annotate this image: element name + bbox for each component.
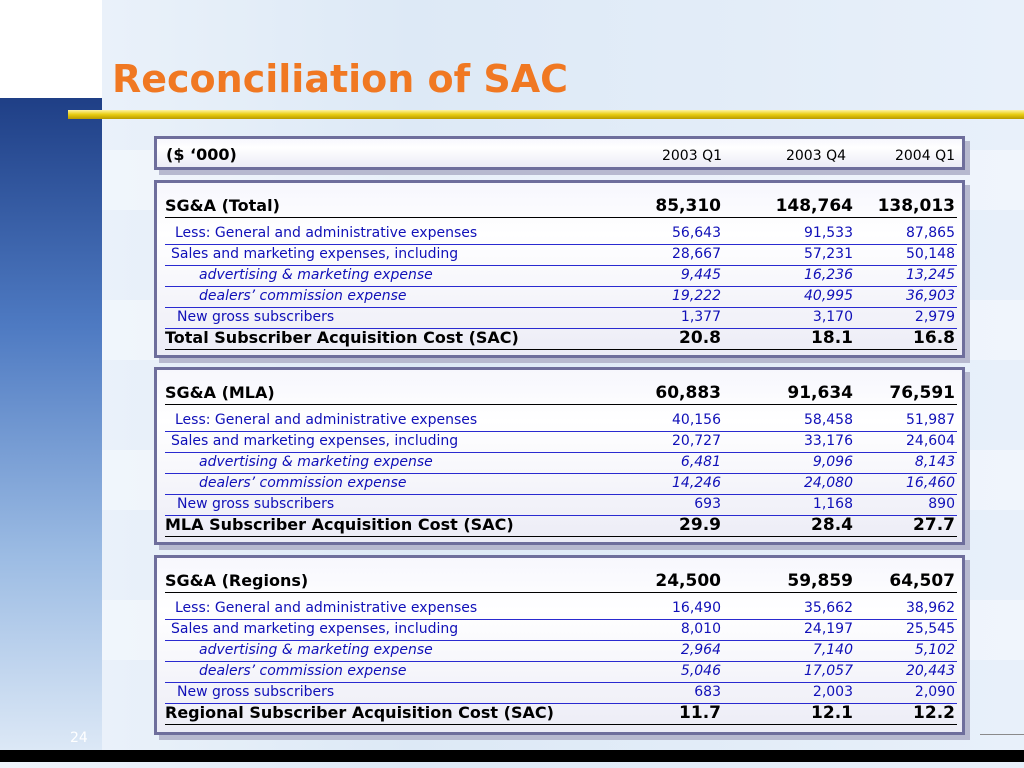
sga-row-label: SG&A (Regions) (165, 571, 309, 590)
sac-total-row-value: 28.4 (811, 515, 853, 535)
gross-subscribers-row-value: 1,168 (812, 496, 853, 512)
gross-subscribers-row-value: 693 (694, 496, 721, 512)
sac-total-row-value: 12.2 (913, 703, 955, 723)
column-header-2003-q4: 2003 Q4 (785, 148, 846, 164)
slide-title: Reconciliation of SAC (112, 57, 569, 101)
sales-marketing-row-value: 33,176 (804, 433, 853, 449)
sac-total-row-value: 29.9 (679, 515, 721, 535)
sales-marketing-row-value: 50,148 (906, 246, 955, 262)
sga-row-label: SG&A (MLA) (165, 383, 275, 402)
sac-total-row (165, 703, 957, 725)
column-header-panel (154, 136, 965, 170)
sga-row-value: 24,500 (655, 571, 721, 591)
sac-total-row (165, 328, 957, 350)
dealers-commission-row-value: 17,057 (804, 663, 853, 679)
dealers-commission-row-label: dealers’ commission expense (199, 288, 407, 304)
dealers-commission-row-value: 5,046 (680, 663, 721, 679)
gross-subscribers-row-value: 3,170 (812, 309, 853, 325)
ga-expense-row-value: 35,662 (804, 600, 853, 616)
sales-marketing-row-value: 8,010 (680, 621, 721, 637)
advertising-row (165, 642, 957, 662)
dealers-commission-row-value: 20,443 (906, 663, 955, 679)
ga-expense-row-value: 91,533 (804, 225, 853, 241)
title-underline-rule (68, 110, 1024, 119)
sac-total-row-label: MLA Subscriber Acquisition Cost (SAC) (165, 515, 514, 534)
sales-marketing-row-label: Sales and marketing expenses, including (171, 246, 459, 262)
advertising-row-label: advertising & marketing expense (199, 267, 433, 283)
sales-marketing-row-value: 57,231 (804, 246, 853, 262)
ga-expense-row-value: 51,987 (906, 412, 955, 428)
advertising-row-value: 13,245 (906, 267, 955, 283)
dealers-commission-row-value: 19,222 (672, 288, 721, 304)
ga-expense-row-value: 87,865 (906, 225, 955, 241)
dealers-commission-row-value: 16,460 (906, 475, 955, 491)
ga-expense-row-value: 56,643 (672, 225, 721, 241)
gross-subscribers-row-value: 2,003 (812, 684, 853, 700)
gross-subscribers-row-label: New gross subscribers (177, 684, 335, 700)
gross-subscribers-row-value: 683 (694, 684, 721, 700)
section-mla (154, 367, 965, 545)
ga-expense-row-value: 16,490 (672, 600, 721, 616)
advertising-row-value: 16,236 (804, 267, 853, 283)
sga-row-value: 85,310 (655, 196, 721, 216)
gross-subscribers-row-value: 890 (928, 496, 955, 512)
sales-marketing-row-label: Sales and marketing expenses, including (171, 433, 459, 449)
footer-line (980, 734, 1024, 735)
dealers-commission-row-value: 24,080 (804, 475, 853, 491)
advertising-row-value: 7,140 (812, 642, 853, 658)
sales-marketing-row (165, 621, 957, 641)
section-total (154, 180, 965, 358)
sales-marketing-row-value: 24,197 (804, 621, 853, 637)
gross-subscribers-row (165, 684, 957, 704)
dealers-commission-row-value: 14,246 (672, 475, 721, 491)
gross-subscribers-row-value: 2,090 (914, 684, 955, 700)
gross-subscribers-row (165, 309, 957, 329)
column-header-2003-q1: 2003 Q1 (661, 148, 722, 164)
ga-expense-row-label: Less: General and administrative expenses (175, 412, 478, 428)
sga-row-value: 91,634 (787, 383, 853, 403)
sga-row (165, 383, 957, 405)
advertising-row (165, 454, 957, 474)
sac-total-row-label: Total Subscriber Acquisition Cost (SAC) (165, 328, 519, 347)
sac-total-row-value: 27.7 (913, 515, 955, 535)
ga-expense-row (165, 225, 957, 245)
ga-expense-row-label: Less: General and administrative expenses (175, 600, 478, 616)
gross-subscribers-row-label: New gross subscribers (177, 309, 335, 325)
sac-total-row-value: 12.1 (811, 703, 853, 723)
advertising-row-value: 9,445 (680, 267, 721, 283)
advertising-row (165, 267, 957, 287)
advertising-row-label: advertising & marketing expense (199, 642, 433, 658)
sga-row-value: 60,883 (655, 383, 721, 403)
column-header-2004-q1: 2004 Q1 (894, 148, 955, 164)
dealers-commission-row (165, 663, 957, 683)
dealers-commission-row-label: dealers’ commission expense (199, 663, 407, 679)
gross-subscribers-row-value: 1,377 (680, 309, 721, 325)
advertising-row-value: 8,143 (914, 454, 955, 470)
section-regions (154, 555, 965, 735)
gross-subscribers-row-value: 2,979 (914, 309, 955, 325)
sales-marketing-row-value: 20,727 (672, 433, 721, 449)
sga-row-label: SG&A (Total) (165, 196, 280, 215)
sac-total-row (165, 515, 957, 537)
gross-subscribers-row (165, 496, 957, 516)
sales-marketing-row-label: Sales and marketing expenses, including (171, 621, 459, 637)
sga-row (165, 196, 957, 218)
ga-expense-row (165, 412, 957, 432)
ga-expense-row-value: 58,458 (804, 412, 853, 428)
advertising-row-value: 5,102 (914, 642, 955, 658)
dealers-commission-row (165, 288, 957, 308)
sga-row-value: 59,859 (787, 571, 853, 591)
left-gradient-bar (0, 98, 102, 750)
dealers-commission-row-value: 36,903 (906, 288, 955, 304)
sac-total-row-value: 18.1 (811, 328, 853, 348)
ga-expense-row-value: 40,156 (672, 412, 721, 428)
page-number: 24 (70, 730, 88, 746)
sga-row-value: 138,013 (877, 196, 955, 216)
gross-subscribers-row-label: New gross subscribers (177, 496, 335, 512)
sales-marketing-row-value: 24,604 (906, 433, 955, 449)
unit-label: ($ ‘000) (166, 145, 237, 164)
advertising-row-label: advertising & marketing expense (199, 454, 433, 470)
sac-total-row-label: Regional Subscriber Acquisition Cost (SAC) (165, 703, 554, 722)
sac-total-row-value: 16.8 (913, 328, 955, 348)
top-left-white-block (0, 0, 102, 98)
sga-row-value: 76,591 (889, 383, 955, 403)
sga-row-value: 148,764 (775, 196, 853, 216)
sga-row (165, 571, 957, 593)
ga-expense-row (165, 600, 957, 620)
advertising-row-value: 2,964 (680, 642, 721, 658)
sales-marketing-row-value: 28,667 (672, 246, 721, 262)
sales-marketing-row (165, 246, 957, 266)
dealers-commission-row-label: dealers’ commission expense (199, 475, 407, 491)
dealers-commission-row (165, 475, 957, 495)
footer-black-bar (0, 750, 1024, 762)
dealers-commission-row-value: 40,995 (804, 288, 853, 304)
advertising-row-value: 9,096 (812, 454, 853, 470)
ga-expense-row-label: Less: General and administrative expenses (175, 225, 478, 241)
sga-row-value: 64,507 (889, 571, 955, 591)
sales-marketing-row (165, 433, 957, 453)
advertising-row-value: 6,481 (680, 454, 721, 470)
sales-marketing-row-value: 25,545 (906, 621, 955, 637)
sac-total-row-value: 20.8 (679, 328, 721, 348)
ga-expense-row-value: 38,962 (906, 600, 955, 616)
sac-total-row-value: 11.7 (679, 703, 721, 723)
